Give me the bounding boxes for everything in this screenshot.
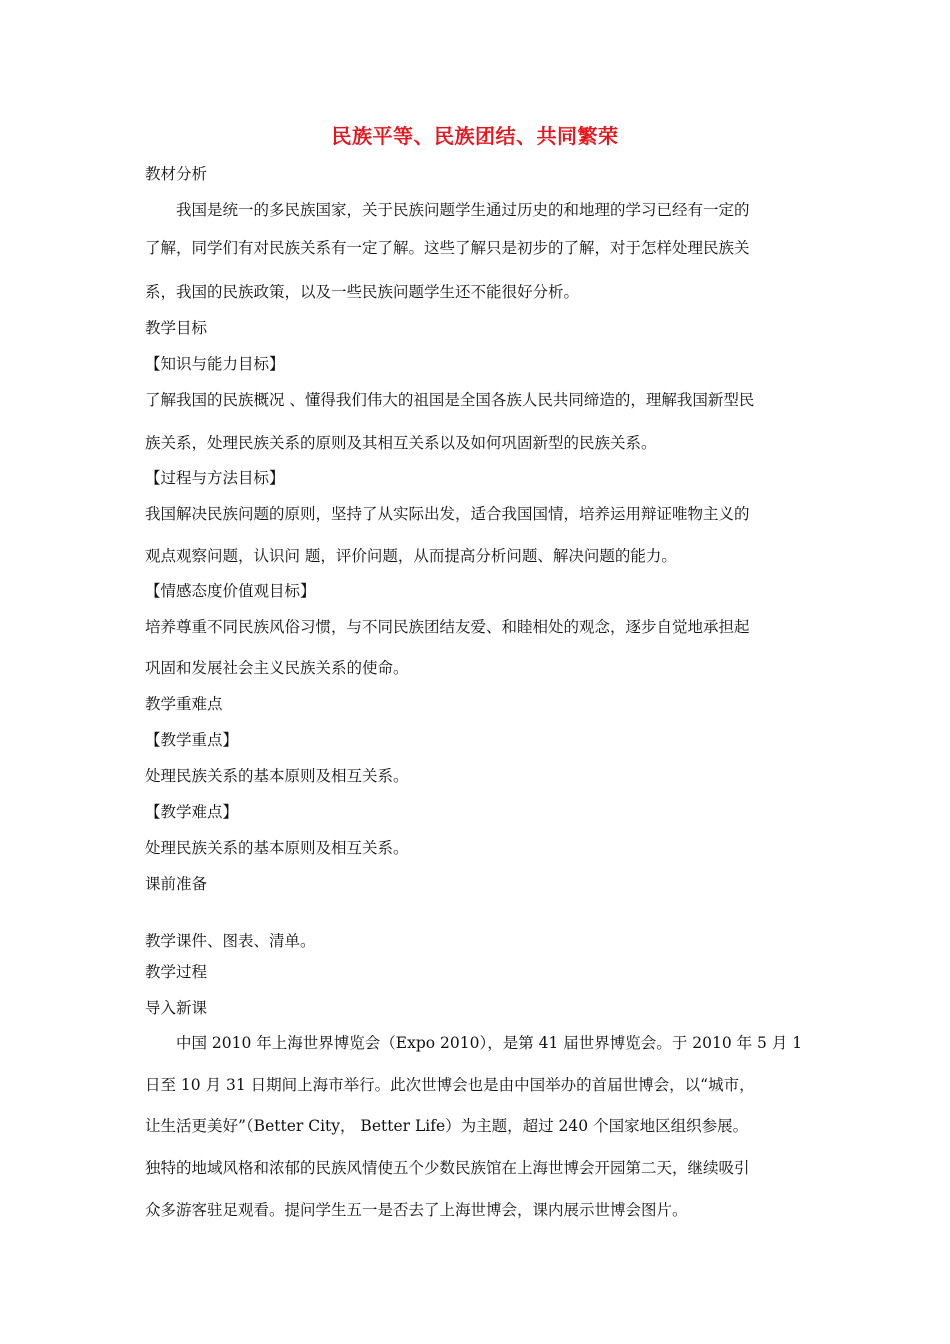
- section-heading-materials: 教材分析: [145, 165, 208, 183]
- paragraph-line: 处理民族关系的基本原则及相互关系。: [145, 839, 409, 857]
- paragraph-line: 处理民族关系的基本原则及相互关系。: [145, 767, 409, 785]
- section-heading-process: 教学过程: [145, 963, 208, 981]
- paragraph-line: 日至 10 月 31 日期间上海市举行。此次世博会也是由中国举办的首届世博会，以“城市，: [145, 1076, 755, 1094]
- section-heading-objectives: 教学目标: [145, 319, 208, 337]
- paragraph-line: 了解我国的民族概况 、懂得我们伟大的祖国是全国各族人民共同缔造的，理解我国新型民: [145, 391, 755, 409]
- section-heading-preparation: 课前准备: [145, 875, 208, 893]
- section-heading-keypoints: 教学重难点: [145, 695, 223, 713]
- paragraph-line: 巩固和发展社会主义民族关系的使命。: [145, 659, 409, 677]
- paragraph-line: 我国解决民族问题的原则，坚持了从实际出发，适合我国国情，培养运用辩证唯物主义的: [145, 505, 750, 523]
- paragraph-line: 众多游客驻足观看。提问学生五一是否去了上海世博会，课内展示世博会图片。: [145, 1201, 688, 1219]
- paragraph-line: 了解，同学们有对民族关系有一定了解。这些了解只是初步的了解，对于怎样处理民族关: [145, 239, 750, 257]
- paragraph-line: 教学课件、图表、清单。: [145, 932, 316, 950]
- subheading-knowledge: 【知识与能力目标】: [145, 355, 285, 373]
- subheading-values: 【情感态度价值观目标】: [145, 582, 316, 600]
- paragraph-line: 观点观察问题，认识问 题，评价问题，从而提高分析问题、解决问题的能力。: [145, 547, 677, 565]
- paragraph-line: 族关系，处理民族关系的原则及其相互关系以及如何巩固新型的民族关系。: [145, 434, 657, 452]
- paragraph-line: 培养尊重不同民族风俗习惯，与不同民族团结友爱、和睦相处的观念，逐步自觉地承担起: [145, 618, 750, 636]
- subheading-key: 【教学重点】: [145, 731, 239, 749]
- document-title: 民族平等、民族团结、共同繁荣: [331, 124, 619, 148]
- paragraph-line: 独特的地域风格和浓郁的民族风情使五个少数民族馆在上海世博会开园第二天，继续吸引: [145, 1159, 750, 1177]
- subheading-intro: 导入新课: [145, 999, 208, 1017]
- paragraph-line: 中国 2010 年上海世界博览会（Expo 2010），是第 41 届世界博览会。于 2010 年 5 月 1: [176, 1034, 803, 1052]
- paragraph-line: 让生活更美好”（Better City， Better Life）为主题，超过 240 个国家地区组织参展。: [145, 1117, 749, 1135]
- subheading-process: 【过程与方法目标】: [145, 469, 285, 487]
- paragraph-line: 系，我国的民族政策，以及一些民族问题学生还不能很好分析。: [145, 283, 580, 301]
- subheading-difficult: 【教学难点】: [145, 803, 239, 821]
- paragraph-line: 我国是统一的多民族国家，关于民族问题学生通过历史的和地理的学习已经有一定的: [176, 201, 750, 219]
